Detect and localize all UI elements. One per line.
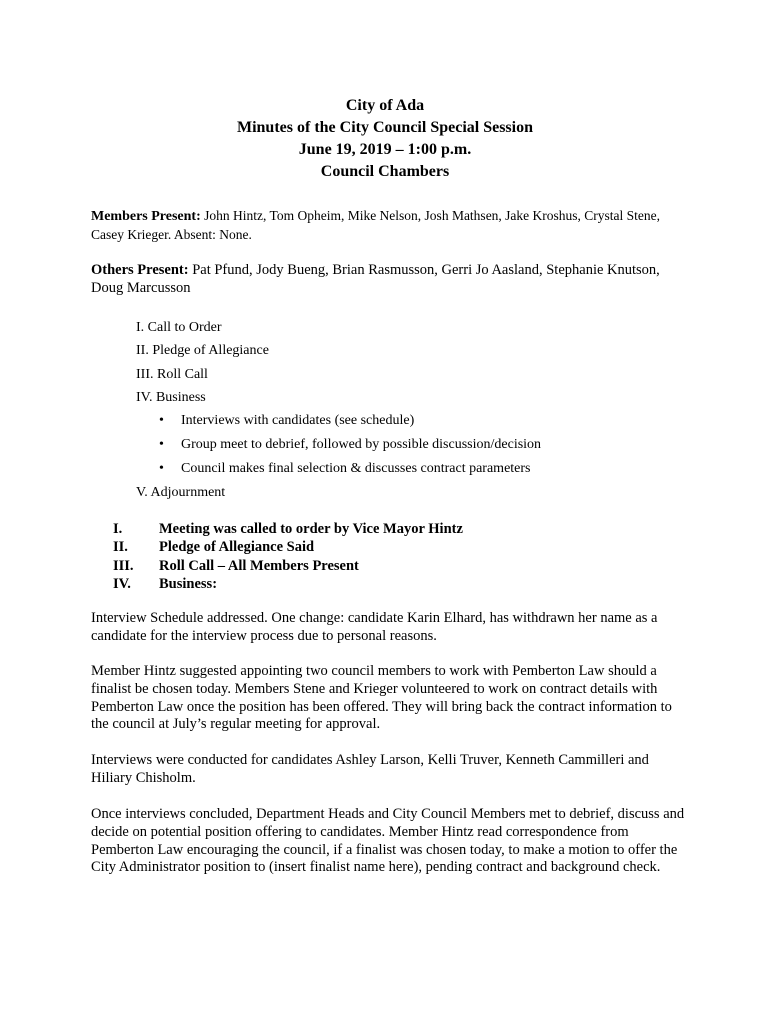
minutes-item	[113, 575, 673, 593]
paragraph-debrief: Once interviews concluded, Department Heads and City Council Members met to debrief, discuss and decide on potential position offering to candidates. Member Hintz read correspondence from Pemberton Law encouraging the council, if a finalist was chosen today, to make a motion to offer the City Administrator position to (insert finalist name here), pending contract and background check.	[91, 806, 685, 876]
paragraph-interviews-conducted: Interviews were conducted for candidates Ashley Larson, Kelli Truver, Kenneth Cammilleri and Hiliary Chisholm.	[91, 752, 649, 786]
paragraph-pemberton-law: Member Hintz suggested appointing two council members to work with Pemberton Law should a finalist be chosen today. Members Stene and Krieger volunteered to work on contract details with Pemberton Law once the position has been offered. They will bring back the contract information to the council at July’s regular meeting for approval.	[91, 663, 672, 733]
minutes-item-text: Roll Call – All Members Present	[159, 557, 359, 574]
others-present-label: Others Present:	[91, 262, 189, 278]
minutes-item-text: Business:	[159, 575, 218, 592]
agenda-item-business: IV. Business	[136, 389, 206, 405]
bullet-icon: •	[159, 413, 164, 429]
bullet-item	[136, 435, 696, 459]
members-present-text: John Hintz, Tom Opheim, Mike Nelson, Josh Mathsen, Jake Kroshus, Crystal Stene, Casey Krieger. Absent: None.	[91, 208, 661, 242]
meeting-date: June 19, 2019 – 1:00 p.m.	[298, 141, 472, 158]
bullet-text: Council makes final selection & discusses contract parameters	[181, 461, 531, 477]
minutes-item	[113, 538, 673, 556]
minutes-item-number: I.	[113, 521, 123, 537]
meeting-location: Council Chambers	[320, 163, 450, 180]
minutes-item-number: IV.	[113, 575, 131, 592]
minutes-item	[113, 557, 673, 575]
business-bullet-list	[136, 411, 696, 483]
bullet-text: Group meet to debrief, followed by possible discussion/decision	[181, 437, 542, 453]
others-present-text: Pat Pfund, Jody Bueng, Brian Rasmusson, Gerri Jo Aasland, Stephanie Knutson, Doug Marcusson	[91, 262, 660, 296]
agenda	[136, 318, 696, 506]
agenda-item-adjournment: V. Adjournment	[136, 485, 226, 501]
minutes-item	[113, 520, 673, 538]
city-name: City of Ada	[345, 97, 425, 114]
bullet-item	[136, 411, 696, 435]
minutes-item-number: III.	[113, 557, 134, 574]
agenda-item-roll-call: III. Roll Call	[136, 366, 208, 382]
minutes-title: Minutes of the City Council Special Session	[236, 119, 533, 136]
others-present	[91, 261, 691, 297]
members-present	[91, 207, 691, 244]
agenda-item-call-to-order: I. Call to Order	[136, 320, 222, 335]
document-header	[0, 95, 770, 183]
minutes-numbered-list	[113, 520, 673, 593]
members-present-label: Members Present:	[91, 209, 201, 224]
paragraph-interview-schedule: Interview Schedule addressed. One change: candidate Karin Elhard, has withdrawn her name as a candidate for the interview process due to personal reasons.	[91, 610, 658, 644]
minutes-item-number: II.	[113, 539, 128, 556]
bullet-icon: •	[159, 461, 164, 477]
minutes-item-text: Pledge of Allegiance Said	[159, 539, 315, 556]
agenda-item-pledge: II. Pledge of Allegiance	[136, 343, 269, 359]
minutes-item-text: Meeting was called to order by Vice Mayor Hintz	[159, 521, 463, 537]
bullet-item	[136, 459, 696, 483]
bullet-text: Interviews with candidates (see schedule)	[181, 413, 415, 429]
bullet-icon: •	[159, 437, 164, 453]
